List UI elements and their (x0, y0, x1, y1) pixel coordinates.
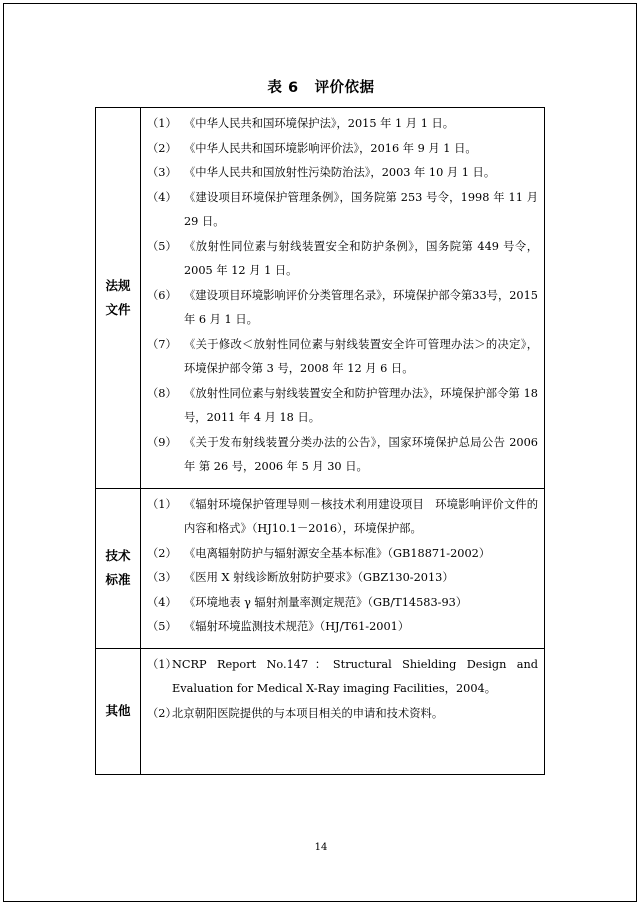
list-item: （1） 《辐射环境保护管理导则－核技术利用建设项目 环境影响评价文件的内容和格式》（HJ10.1－2016），环境保护部。 (147, 497, 538, 535)
evaluation-basis-table (95, 107, 545, 775)
section-regulations (96, 108, 545, 489)
section-content (141, 488, 545, 648)
section-content (141, 648, 545, 774)
list-item: （9） 《关于发布射线装置分类办法的公告》，国家环境保护总局公告 2006 年 第 26 号，2006 年 5 月 30 日。 (147, 435, 538, 473)
table-title (0, 76, 642, 97)
list-item: （4） 《环境地表 γ 辐射剂量率测定规范》（GB/T14583-93） (147, 595, 468, 609)
list-item: （3） 《医用 X 射线诊断放射防护要求》（GBZ130-2013） (147, 571, 454, 584)
section-label: 法规 文件 (96, 108, 141, 489)
list-item: （2） 北京朝阳医院提供的与本项目相关的申请和技术资料。 (147, 706, 444, 720)
list-item: （4） 《建设项目环境保护管理条例》，国务院第 253 号令，1998 年 11 月 29 日。 (147, 190, 538, 228)
list-item: （3） 《中华人民共和国放射性污染防治法》，2003 年 10 月 1 日。 (147, 166, 496, 179)
list-item: （6） 《建设项目环境影响评价分类管理名录》，环境保护部令第33号，2015 年 6 月 1 日。 (147, 288, 538, 326)
list-item: （1） 《中华人民共和国环境保护法》，2015 年 1 月 1 日。 (147, 117, 455, 130)
section-other (96, 648, 545, 774)
list-item: （7） 《关于修改＜放射性同位素与射线装置安全许可管理办法＞的决定》，环境保护部令第 3 号，2008 年 12 月 6 日。 (147, 337, 538, 375)
section-content (141, 108, 545, 489)
list-item: （1） NCRP Report No.147：Structural Shielding Design and Evaluation for Medical X-Ray imaging Facilities，2004。 (147, 657, 538, 695)
list-item: （2） 《电离辐射防护与辐射源安全基本标准》（GB18871-2002） (147, 546, 491, 560)
section-label: 其他 (96, 648, 141, 774)
table-number: 表 6 (267, 80, 299, 96)
page-number: 14 (314, 842, 328, 853)
list-item: （2） 《中华人民共和国环境影响评价法》，2016 年 9 月 1 日。 (147, 141, 477, 155)
section-label: 技术 标准 (96, 488, 141, 648)
list-item: （8） 《放射性同位素与射线装置安全和防护管理办法》，环境保护部令第 18 号，2011 年 4 月 18 日。 (147, 386, 538, 424)
list-item: （5） 《辐射环境监测技术规范》（HJ/T61-2001） (147, 620, 410, 633)
section-standards (96, 488, 545, 648)
table-caption: 评价依据 (314, 80, 375, 96)
list-item: （5） 《放射性同位素与射线装置安全和防护条例》，国务院第 449 号令，2005 年 12 月 1 日。 (147, 239, 538, 277)
